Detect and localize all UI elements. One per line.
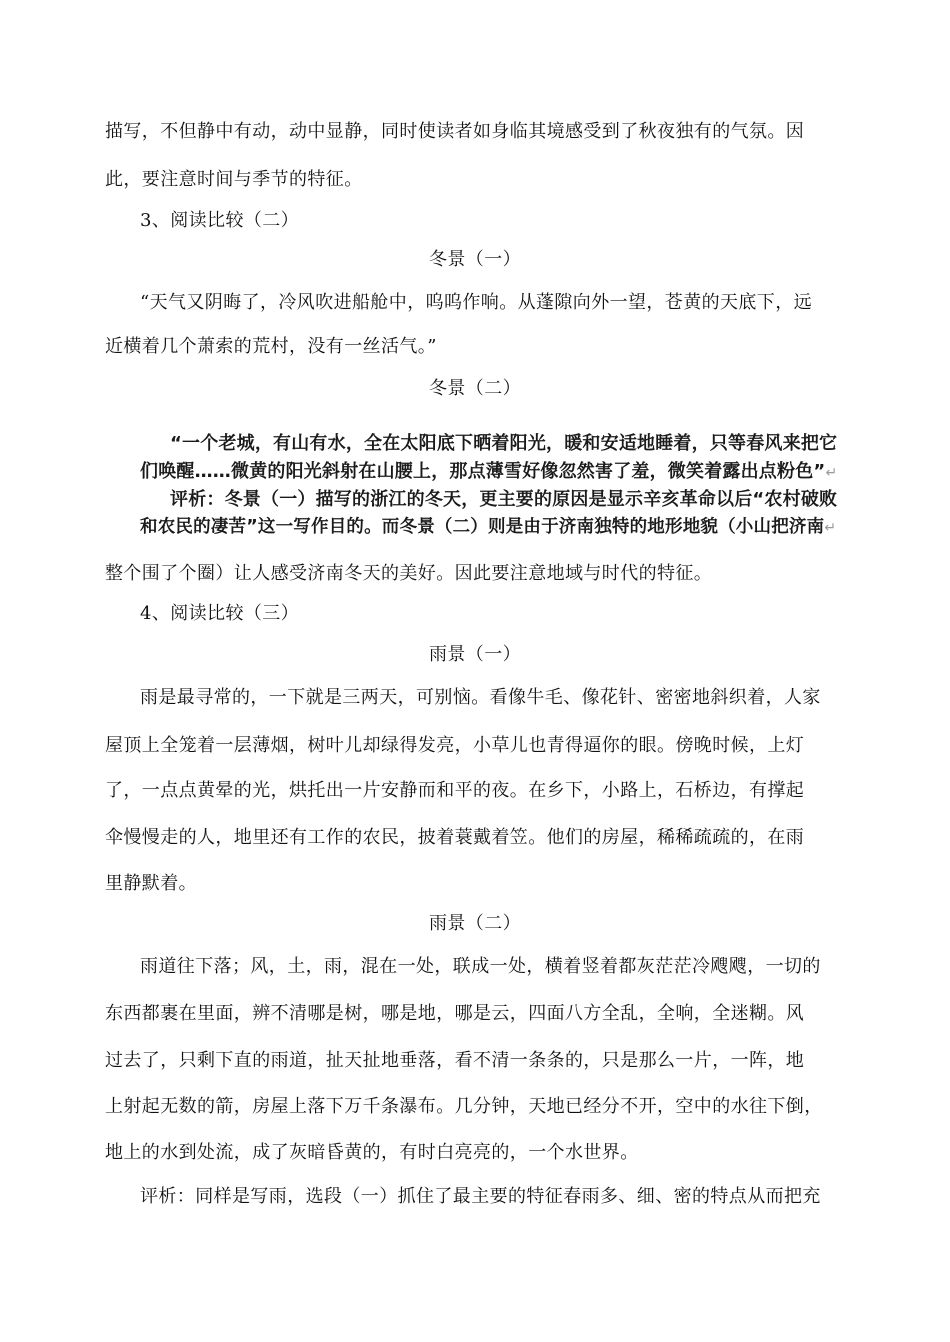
passage-title	[0, 378, 950, 400]
scanned-quote-line	[140, 461, 837, 484]
paragraph-line: 屋顶上全笼着一层薄烟，树叶儿却绿得发亮，小草儿也青得逼你的眼。傍晚时候，上灯	[105, 735, 805, 756]
paragraph-line: 伞慢慢走的人，地里还有工作的农民，披着蓑戴着笠。他们的房屋，稀稀疏疏的，在雨	[105, 827, 805, 848]
paragraph-line: 评析：同样是写雨，选段（一）抓住了最主要的特征春雨多、细、密的特点从而把充	[140, 1186, 821, 1207]
paragraph-line: 东西都裹在里面，辨不清哪是树，哪是地，哪是云，四面八方全乱，全响，全迷糊。风	[105, 1003, 805, 1024]
paragraph-line: 雨道往下落；风，土，雨，混在一处，联成一处，横着竖着都灰茫茫冷飕飕，一切的	[140, 956, 821, 977]
passage-title: 冬景（一）	[429, 249, 521, 270]
return-mark-icon: ↵	[824, 520, 837, 536]
scanned-comment-line: 评析：冬景（一）描写的浙江的冬天，更主要的原因是显示辛亥革命以后“农村破败	[170, 489, 838, 510]
paragraph-line: 地上的水到处流，成了灰暗昏黄的，有时白亮亮的，一个水世界。	[105, 1142, 639, 1163]
paragraph-line: 整个围了个圈）让人感受济南冬天的美好。因此要注意地域与时代的特征。	[105, 563, 713, 584]
scanned-quote-line: “一个老城，有山有水，全在太阳底下晒着阳光，暖和安适地睡着，只等春风来把它	[170, 433, 838, 454]
paragraph-line: 上射起无数的箭，房屋上落下万千条瀑布。几分钟，天地已经分不开，空中的水往下倒，	[105, 1096, 823, 1117]
return-mark-icon: ↵	[825, 465, 838, 481]
passage-title: 雨景（二）	[429, 913, 521, 934]
paragraph-line: “天气又阴晦了，冷风吹进船舱中，呜呜作响。从蓬隙向外一望，苍黄的天底下，远	[140, 292, 812, 313]
section-heading: 3、阅读比较（二）	[140, 210, 300, 231]
scanned-quote-text: 们唤醒……微黄的阳光斜射在山腰上，那点薄雪好像忽然害了羞，微笑着露出点粉色”	[140, 461, 826, 482]
paragraph-line: 近横着几个萧索的荒村，没有一丝活气。”	[105, 336, 437, 357]
scanned-comment-text: 和农民的凄苦”这一写作目的。而冬景（二）则是由于济南独特的地形地貌（小山把济南	[140, 517, 825, 537]
section-heading: 4、阅读比较（三）	[140, 603, 300, 624]
paragraph-line: 描写，不但静中有动，动中显静，同时使读者如身临其境感受到了秋夜独有的气氛。因	[105, 121, 805, 142]
paragraph-line: 过去了，只剩下直的雨道，扯天扯地垂落，看不清一条条的，只是那么一片，一阵，地	[105, 1050, 805, 1071]
scanned-comment-line	[140, 516, 836, 539]
paragraph-line: 里静默着。	[105, 873, 197, 894]
paragraph-line: 了，一点点黄晕的光，烘托出一片安静而和平的夜。在乡下，小路上，石桥边，有撑起	[105, 780, 805, 801]
passage-title: 雨景（一）	[429, 644, 521, 665]
paragraph-line: 雨是最寻常的，一下就是三两天，可别恼。看像牛毛、像花针、密密地斜织着，人家	[140, 687, 821, 708]
passage-title-text: 冬景（二）	[429, 378, 521, 399]
paragraph-line: 此，要注意时间与季节的特征。	[105, 169, 363, 190]
